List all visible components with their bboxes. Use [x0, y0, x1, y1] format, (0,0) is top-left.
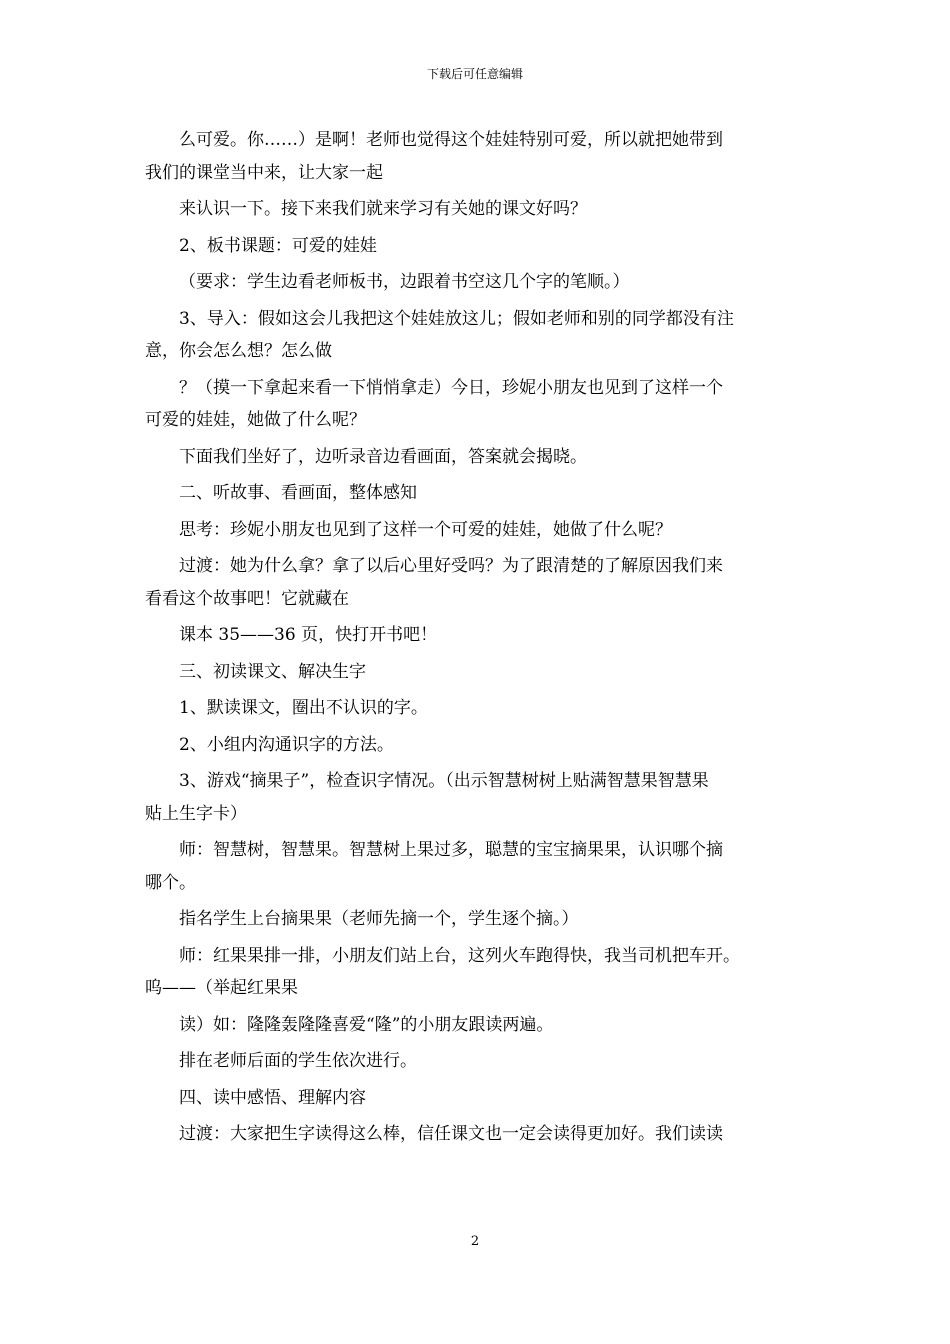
- paragraph: [145, 550, 810, 615]
- text-line: 3、游戏“摘果子”，检查识字情况。（出示智慧树树上贴满智慧果智慧果: [179, 771, 709, 791]
- paragraph: [145, 477, 810, 510]
- text-line: 2、小组内沟通识字的方法。: [179, 734, 394, 755]
- text-line: 呜——（举起红果果: [145, 978, 298, 998]
- text-line: 我们的课堂当中来，让大家一起: [145, 162, 383, 183]
- paragraph: [145, 765, 810, 830]
- paragraph: [145, 193, 810, 226]
- text-line: 排在老师后面的学生依次进行。: [179, 1051, 417, 1071]
- text-line: 可爱的娃娃，她做了什么呢？: [145, 410, 366, 430]
- text-line: 么可爱。你……）是啊！老师也觉得这个娃娃特别可爱，所以就把她带到: [179, 130, 723, 150]
- paragraph: [145, 619, 810, 652]
- text-line: （要求：学生边看老师板书，边跟着书空这几个字的笔顺。）: [179, 272, 630, 292]
- text-line: 师：智慧树，智慧果。智慧树上果过多，聪慧的宝宝摘果果，认识哪个摘: [179, 840, 723, 860]
- text-line: 看看这个故事吧！它就藏在: [145, 588, 349, 609]
- text-line: 来认识一下。接下来我们就来学习有关她的课文好吗？: [179, 199, 587, 219]
- text-line: 思考：珍妮小朋友也见到了这样一个可爱的娃娃，她做了什么呢？: [179, 519, 672, 540]
- text-line: 四、读中感悟、理解内容: [179, 1087, 366, 1108]
- paragraph: [145, 656, 810, 689]
- page-number: 2: [470, 1234, 480, 1249]
- paragraph: [145, 441, 810, 474]
- text-line: 1、默读课文，圈出不认识的字。: [179, 698, 428, 718]
- text-line: 过渡：大家把生字读得这么棒，信任课文也一定会读得更加好。我们读读: [179, 1124, 723, 1144]
- paragraph: [145, 1082, 810, 1115]
- paragraph: [145, 1045, 810, 1078]
- paragraph: [145, 692, 810, 725]
- paragraph: [145, 230, 810, 263]
- paragraph: [145, 372, 810, 437]
- paragraph: [145, 834, 810, 899]
- text-line: 意，你会怎么想？怎么做: [145, 341, 332, 361]
- text-line: 三、初读课文、解决生字: [179, 661, 366, 682]
- text-line: ？（摸一下拿起来看一下悄悄拿走）今日，珍妮小朋友也见到了这样一个: [179, 377, 723, 398]
- paragraph: [145, 266, 810, 299]
- text-line: 课本 35——36 页，快打开书吧！: [179, 625, 438, 645]
- text-line: 2、板书课题：可爱的娃娃: [179, 235, 377, 256]
- text-line: 3、导入：假如这会儿我把这个娃娃放这儿；假如老师和别的同学都没有注: [179, 308, 734, 329]
- text-line: 贴上生字卡）: [145, 803, 247, 824]
- text-line: 过渡：她为什么拿？拿了以后心里好受吗？为了跟清楚的了解原因我们来: [179, 556, 723, 576]
- paragraph: [145, 729, 810, 762]
- paragraph: [145, 514, 810, 547]
- text-line: 二、听故事、看画面，整体感知: [179, 483, 417, 503]
- paragraph: [145, 303, 810, 368]
- document-body: [145, 124, 810, 1155]
- paragraph: [145, 124, 810, 189]
- page-header: 下载后可任意编辑: [426, 67, 523, 81]
- paragraph: [145, 940, 810, 1005]
- text-line: 指名学生上台摘果果（老师先摘一个，学生逐个摘。）: [179, 909, 579, 929]
- text-line: 下面我们坐好了，边听录音边看画面，答案就会揭晓。: [179, 446, 587, 467]
- text-line: 哪个。: [145, 872, 196, 893]
- text-line: 读）如：隆隆轰隆隆喜爱“隆”的小朋友跟读两遍。: [179, 1014, 554, 1035]
- paragraph: [145, 1118, 810, 1151]
- paragraph: [145, 903, 810, 936]
- text-line: 师：红果果排一排，小朋友们站上台，这列火车跑得快，我当司机把车开。: [179, 945, 740, 966]
- paragraph: [145, 1009, 810, 1042]
